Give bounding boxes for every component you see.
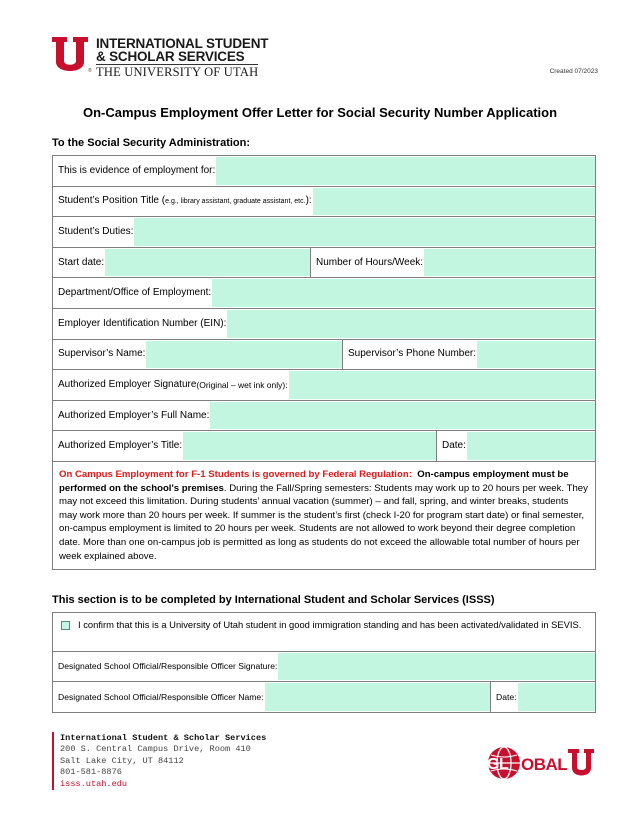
supervisor-phone-label: Supervisor’s Phone Number: [348, 348, 477, 360]
global-u-logo-icon [486, 745, 594, 781]
footer-phone: 801-581-8876 [60, 767, 122, 778]
dso-name-field[interactable] [265, 683, 490, 711]
evidence-label: This is evidence of employment for: [58, 164, 216, 176]
employer-full-name-label: Authorized Employer’s Full Name: [58, 409, 210, 421]
confirm-checkbox[interactable] [61, 621, 70, 630]
duties-field[interactable] [134, 218, 595, 246]
created-date: Created 07/2023 [549, 68, 598, 75]
form-row-title-date [53, 431, 595, 462]
form-row-signature [53, 370, 595, 401]
footer-office-name: International Student & Scholar Services [60, 733, 267, 743]
footer-address-line1: 200 S. Central Campus Drive, Room 410 [60, 744, 251, 755]
dso-signature-field[interactable] [278, 653, 595, 680]
start-date-label: Start date: [58, 256, 105, 268]
employer-date-label: Date: [442, 440, 466, 452]
notice-heading: On Campus Employment for F-1 Students is governed by Federal Regulation: [59, 468, 412, 480]
logo-text-line2: & SCHOLAR SERVICES [96, 49, 245, 64]
employer-title-label: Authorized Employer’s Title: [58, 440, 183, 452]
employer-date-field[interactable] [467, 432, 595, 460]
start-date-field[interactable] [105, 249, 310, 277]
employer-full-name-field[interactable] [210, 402, 595, 430]
position-title-field[interactable] [313, 188, 595, 216]
notice-body: . During the Fall/Spring semesters: Students may work up to 20 hours per week. They may not exceed this limitation. During students’ annual vacation (summer) – and fall, spring, and winter breaks, students may work more than 20 hours per week. If summer is the student’s first (check I-20 for program start date) or final semester, on-campus employment is limited to 20 hours per week. Students are not allowed to work beyond their degree completion date. More than one on-campus job is permitted as long as students do not exceed the allowable total number of hours per week explained above. [59, 482, 588, 562]
department-label: Department/Office of Employment: [58, 287, 212, 299]
form-row-ein [53, 309, 595, 340]
form-row-supervisor [53, 340, 595, 371]
isss-row-name-date [53, 682, 595, 712]
employer-signature-field[interactable] [289, 371, 595, 399]
department-field[interactable] [212, 279, 595, 307]
dso-signature-label: Designated School Official/Responsible Officer Signature: [58, 661, 278, 672]
supervisor-phone-field[interactable] [477, 341, 595, 369]
supervisor-name-label: Supervisor’s Name: [58, 348, 146, 360]
ein-label: Employer Identification Number (EIN): [58, 317, 227, 329]
logo-text-line3: THE UNIVERSITY OF UTAH [96, 65, 259, 79]
footer-address-line2: Salt Lake City, UT 84112 [60, 755, 184, 766]
notice-bold: On-campus employment must be performed on the school's premises [59, 468, 569, 494]
isss-row-signature [53, 652, 595, 682]
dso-date-field[interactable] [518, 683, 595, 711]
dso-date-label: Date: [496, 691, 517, 702]
supervisor-name-field[interactable] [146, 341, 342, 369]
logo-text-line1: INTERNATIONAL STUDENT [96, 36, 269, 51]
hours-label: Number of Hours/Week: [316, 256, 424, 268]
isss-confirmation [53, 613, 595, 652]
footer-accent-bar [52, 732, 54, 790]
svg-text:GL: GL [487, 756, 509, 773]
footer-contact [60, 733, 266, 790]
position-title-label: Student’s Position Title ( e.g., library assistant, graduate assistant, etc. ): [58, 195, 312, 207]
form-row-department [53, 278, 595, 309]
ein-field[interactable] [227, 310, 595, 338]
form-row-position [53, 187, 595, 218]
confirm-text: I confirm that this is a University of Utah student in good immigration standing and has been activated/validated in SEVIS. [78, 619, 582, 630]
section-title-isss: This section is to be completed by International Student and Scholar Services (ISSS) [52, 594, 495, 606]
document-title: On-Campus Employment Offer Letter for Social Security Number Application [82, 105, 558, 120]
svg-text:OBAL: OBAL [521, 755, 568, 774]
form-row-duties [53, 217, 595, 248]
isss-form [52, 612, 596, 713]
university-u-logo-icon [52, 37, 88, 75]
regulation-notice [53, 462, 595, 569]
duties-label: Student’s Duties: [58, 225, 134, 237]
student-name-field[interactable] [216, 157, 595, 185]
section-title-ssa: To the Social Security Administration: [52, 137, 251, 149]
form-row-full-name [53, 401, 595, 432]
form-row-start-hours [53, 248, 595, 279]
logo-trademark: ® [88, 68, 92, 74]
footer-website[interactable]: isss.utah.edu [60, 778, 128, 789]
hours-field[interactable] [424, 249, 595, 277]
employer-form [52, 155, 596, 570]
form-row-evidence [53, 156, 595, 187]
employer-signature-label: Authorized Employer Signature (Original – wet ink only): [58, 378, 288, 390]
employer-title-field[interactable] [183, 432, 436, 460]
dso-name-label: Designated School Official/Responsible Officer Name: [58, 691, 264, 702]
